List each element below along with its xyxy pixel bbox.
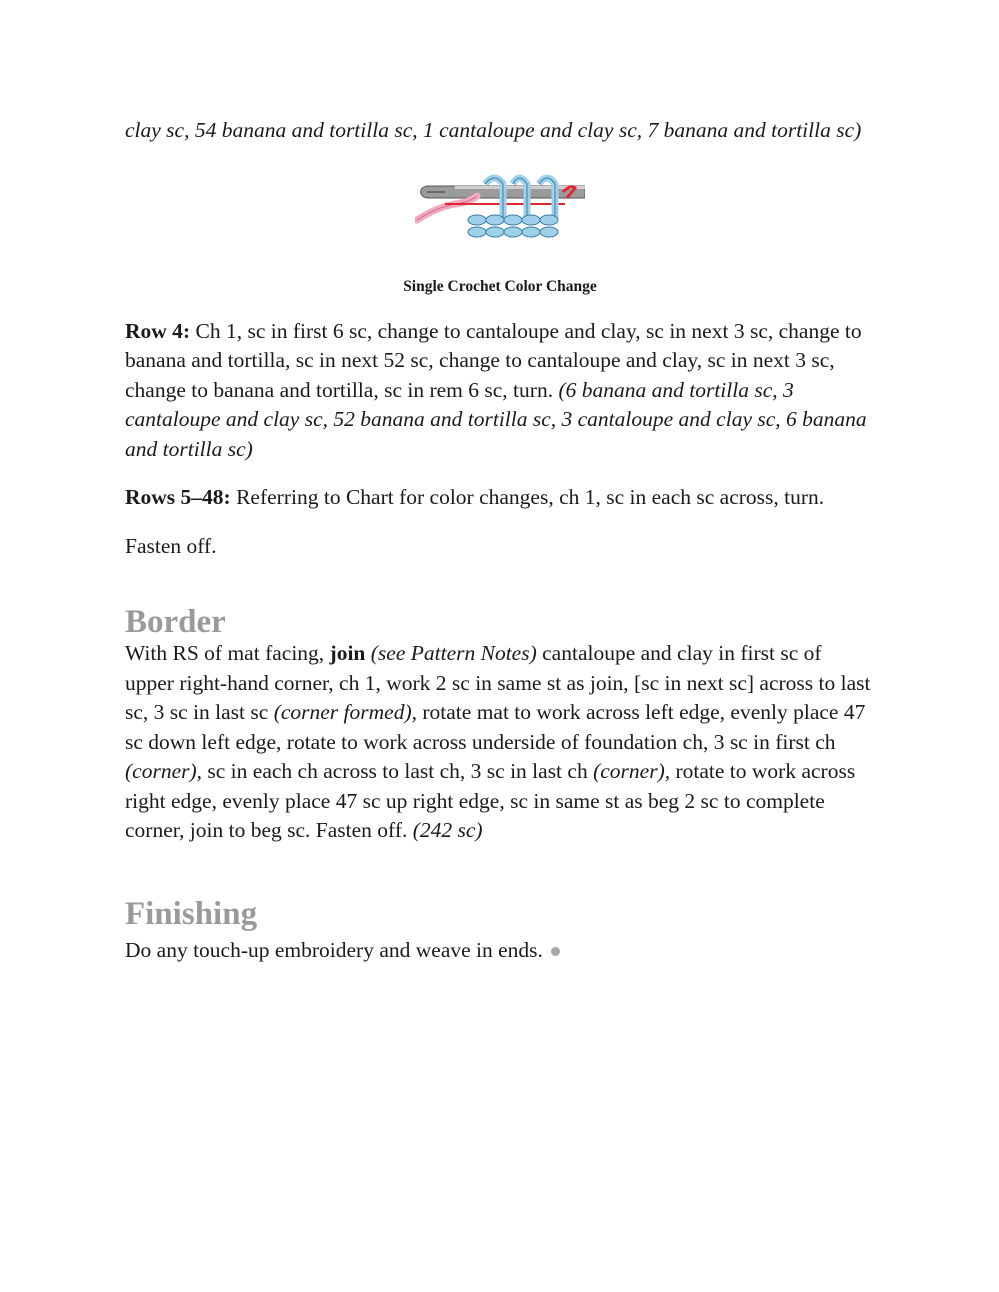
border-heading: Border — [125, 604, 226, 640]
row-4-text: Ch 1, sc in first 6 sc, change to cantaloupe and clay, sc in next 3 sc, change to banana and tortilla, sc in next 52 sc, change to cantaloupe and clay, sc in next 3 sc, change to banana and tortilla, sc in rem 6 sc, turn. — [125, 318, 862, 402]
end-bullet-icon — [551, 947, 560, 956]
row-4-count: (6 banana and tortilla sc, 3 cantaloupe and clay sc, 52 banana and tortilla sc, 3 cantaloupe and clay sc, 6 banana and tortilla sc) — [125, 377, 867, 461]
border-text-1: With RS of mat facing, — [125, 641, 330, 665]
page-content — [125, 116, 875, 965]
fasten-off: Fasten off. — [125, 533, 217, 558]
figure — [125, 174, 875, 297]
rows-5-48-instructions — [125, 483, 875, 513]
border-corner-1: (corner), — [125, 759, 203, 783]
border-corner-formed: (corner formed), — [273, 700, 417, 724]
rows-5-48-text: Referring to Chart for color changes, ch 1, sc in each sc across, turn. — [230, 485, 825, 509]
border-join: join — [329, 641, 366, 665]
row-4-instructions — [125, 317, 875, 465]
border-instructions — [125, 639, 875, 846]
intro-continuation — [125, 116, 875, 146]
row-4-label: Row 4 — [125, 318, 183, 343]
rows-5-48-label: Rows 5–48 — [125, 485, 224, 509]
single-crochet-color-change-icon — [415, 174, 585, 244]
border-text-4: sc in each ch across to last ch, 3 sc in last ch — [202, 759, 594, 783]
figure-caption: Single Crochet Color Change — [403, 277, 597, 295]
border-text-3: rotate mat to work across left edge, evenly place 47 sc down left edge, rotate to work across underside of foundation ch, 3 sc in first ch — [125, 700, 866, 754]
intro-count: clay sc, 54 banana and tortilla sc, 1 cantaloupe and clay sc, 7 banana and tortilla sc) — [125, 118, 862, 142]
finishing-text: Do any touch-up embroidery and weave in ends. — [125, 937, 543, 962]
border-count: (242 sc) — [412, 818, 483, 842]
border-text-5: rotate to work across right edge, evenly place 47 sc up right edge, sc in same st as beg 2 sc to complete corner, join to beg sc. Fasten off. — [125, 759, 856, 842]
border-text-2: cantaloupe and clay in first sc of upper right-hand corner, ch 1, work 2 sc in same st as join, [sc in next sc] across to last sc, 3 sc in last sc — [125, 641, 871, 724]
finishing-heading: Finishing — [125, 895, 258, 932]
rows-5-48-colon: : — [223, 485, 231, 509]
row-4-colon: : — [182, 318, 191, 343]
border-corner-2: (corner), — [593, 759, 671, 783]
border-pattern-notes: (see Pattern Notes) — [365, 641, 537, 665]
finishing-instructions — [125, 936, 875, 966]
